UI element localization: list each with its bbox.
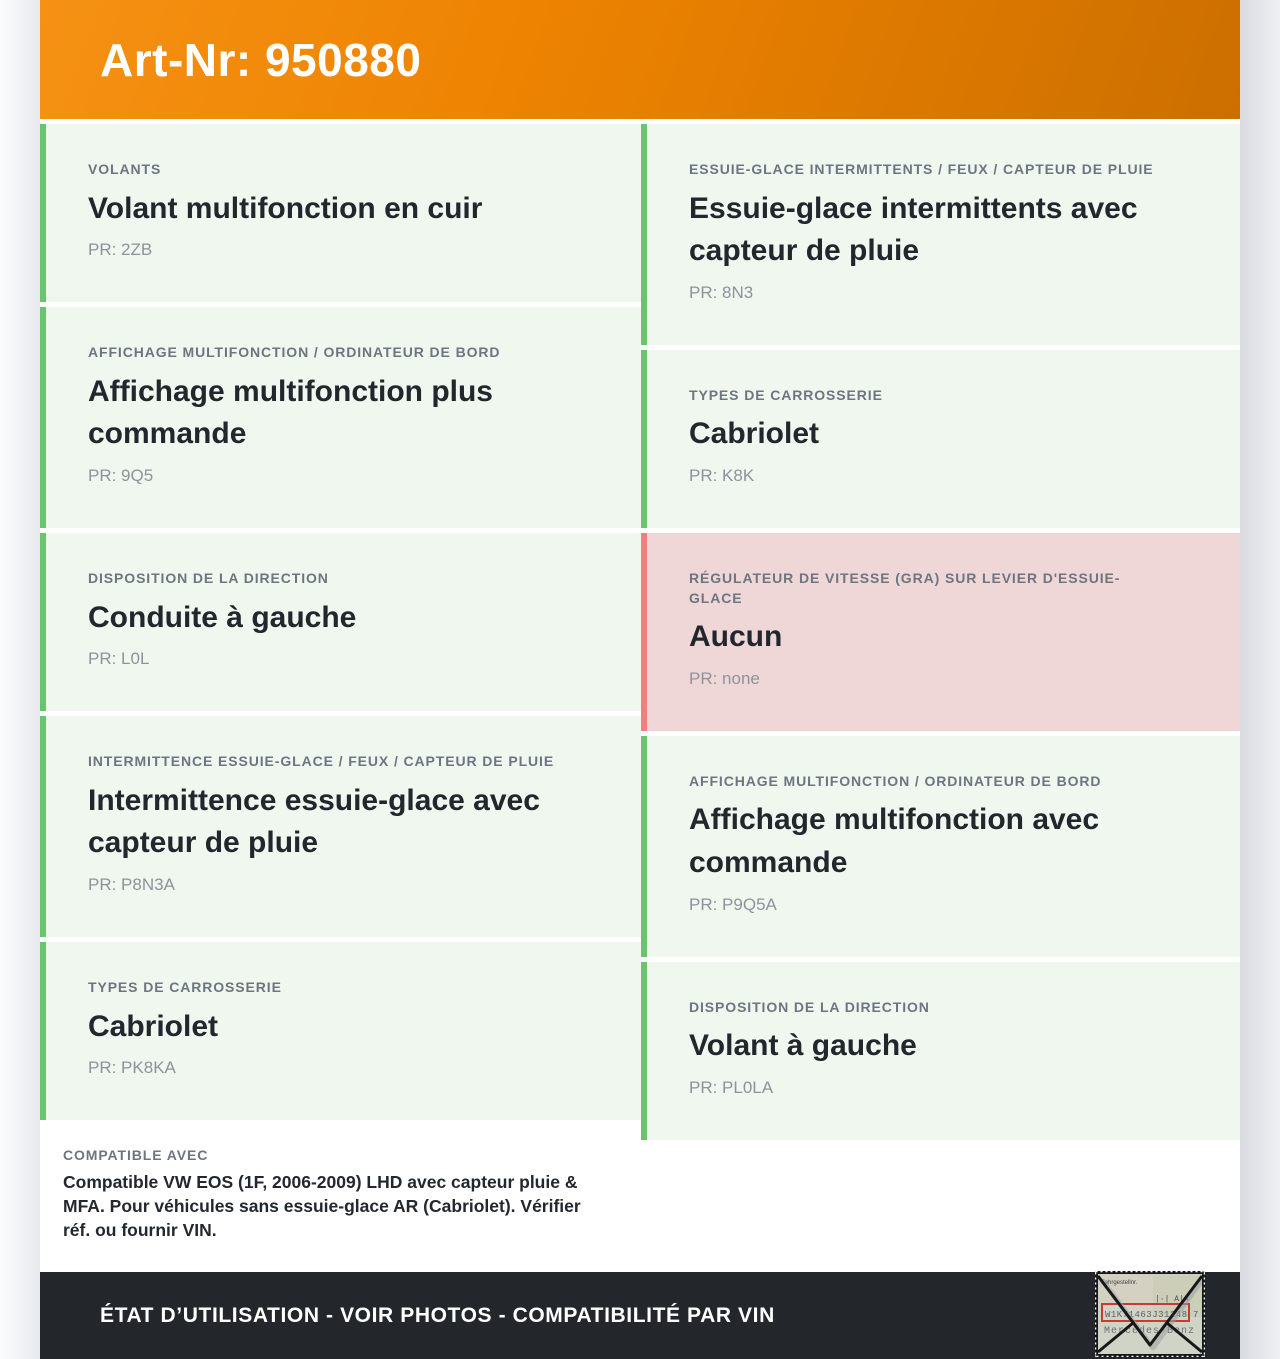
stamp-vin: W1K71463J31248 xyxy=(1105,1310,1188,1320)
content-area xyxy=(40,0,1240,1359)
spec-title: Volant multifonction en cuir xyxy=(88,191,483,225)
footer-text: ÉTAT D’UTILISATION - VOIR PHOTOS - COMPATIBILITÉ PAR VIN xyxy=(100,1303,775,1327)
spec-title: Conduite à gauche xyxy=(88,600,357,634)
stamp-vin-suffix: 7 xyxy=(1193,1310,1199,1320)
page-right-margin xyxy=(1240,0,1280,1359)
stamp-brand: Mercedes-Benz xyxy=(1104,1326,1196,1337)
article-header xyxy=(40,0,1240,119)
spec-title: Volant à gauche xyxy=(689,1029,917,1063)
spec-title: Intermittence essuie-glace avec capteur de pluie xyxy=(88,783,540,860)
spec-title: Essuie-glace intermittents avec capteur de pluie xyxy=(689,191,1138,268)
spec-category-label: RÉGULATEUR DE VITESSE (GRA) SUR LEVIER D'ESSUIE-GLACE xyxy=(689,569,1121,606)
compatibility-label: COMPATIBLE AVEC xyxy=(63,1147,209,1164)
spec-card xyxy=(641,962,1240,1140)
spec-category-label: TYPES DE CARROSSERIE xyxy=(88,978,282,995)
spec-pr-code: PR: K8K xyxy=(689,465,755,485)
spec-title: Cabriolet xyxy=(88,1009,219,1043)
page-left-margin xyxy=(0,0,40,1359)
compatibility-card xyxy=(40,1125,641,1262)
spec-card xyxy=(641,533,1240,731)
spec-category-label: TYPES DE CARROSSERIE xyxy=(689,386,883,403)
spec-category-label: DISPOSITION DE LA DIRECTION xyxy=(689,998,930,1015)
spec-pr-code: PR: P8N3A xyxy=(88,874,175,894)
spec-card xyxy=(40,307,641,528)
compatibility-text: Compatible VW EOS (1F, 2006-2009) LHD avec capteur pluie & MFA. Pour véhicules sans essuie-glace AR (Cabriolet). Vérifier réf. ou fournir VIN. xyxy=(63,1172,581,1241)
stamp-doc-label: Fahrgestellnr. xyxy=(1101,1280,1138,1286)
spec-card xyxy=(40,942,641,1120)
article-number-title: Art-Nr: 950880 xyxy=(100,33,422,86)
spec-title: Aucun xyxy=(689,620,783,654)
spec-card xyxy=(40,716,641,937)
spec-card xyxy=(40,533,641,711)
footer-bar xyxy=(40,1272,1240,1359)
spec-card xyxy=(641,124,1240,345)
spec-columns xyxy=(40,124,1240,1263)
spec-pr-code: PR: 9Q5 xyxy=(88,465,154,485)
spec-category-label: AFFICHAGE MULTIFONCTION / ORDINATEUR DE BORD xyxy=(689,772,1102,789)
spec-title: Affichage multifonction avec commande xyxy=(689,803,1100,879)
stamp-doc-code: |·| A|A xyxy=(1155,1295,1189,1304)
spec-pr-code: PR: 8N3 xyxy=(689,282,754,302)
spec-column-right xyxy=(641,124,1240,1263)
spec-pr-code: PR: none xyxy=(689,668,760,688)
spec-pr-code: PR: P9Q5A xyxy=(689,894,777,914)
spec-card xyxy=(40,124,641,302)
spec-category-label: INTERMITTENCE ESSUIE-GLACE / FEUX / CAPTEUR DE PLUIE xyxy=(88,753,555,770)
spec-title: Affichage multifonction plus commande xyxy=(88,374,493,451)
spec-pr-code: PR: 2ZB xyxy=(88,240,153,260)
spec-column-left xyxy=(40,124,641,1263)
spec-card xyxy=(641,350,1240,528)
spec-category-label: VOLANTS xyxy=(88,161,162,177)
envelope-document-icon xyxy=(1095,1271,1205,1357)
spec-category-label: ESSUIE-GLACE INTERMITTENTS / FEUX / CAPTEUR DE PLUIE xyxy=(689,161,1154,177)
vehicle-registration-envelope-image xyxy=(1095,1271,1205,1357)
spec-pr-code: PR: PK8KA xyxy=(88,1058,176,1078)
spec-title: Cabriolet xyxy=(689,417,820,451)
spec-pr-code: PR: PL0LA xyxy=(689,1077,774,1097)
spec-pr-code: PR: L0L xyxy=(88,649,150,669)
spec-category-label: DISPOSITION DE LA DIRECTION xyxy=(88,569,329,586)
spec-card xyxy=(641,736,1240,957)
spec-category-label: AFFICHAGE MULTIFONCTION / ORDINATEUR DE BORD xyxy=(88,344,501,361)
